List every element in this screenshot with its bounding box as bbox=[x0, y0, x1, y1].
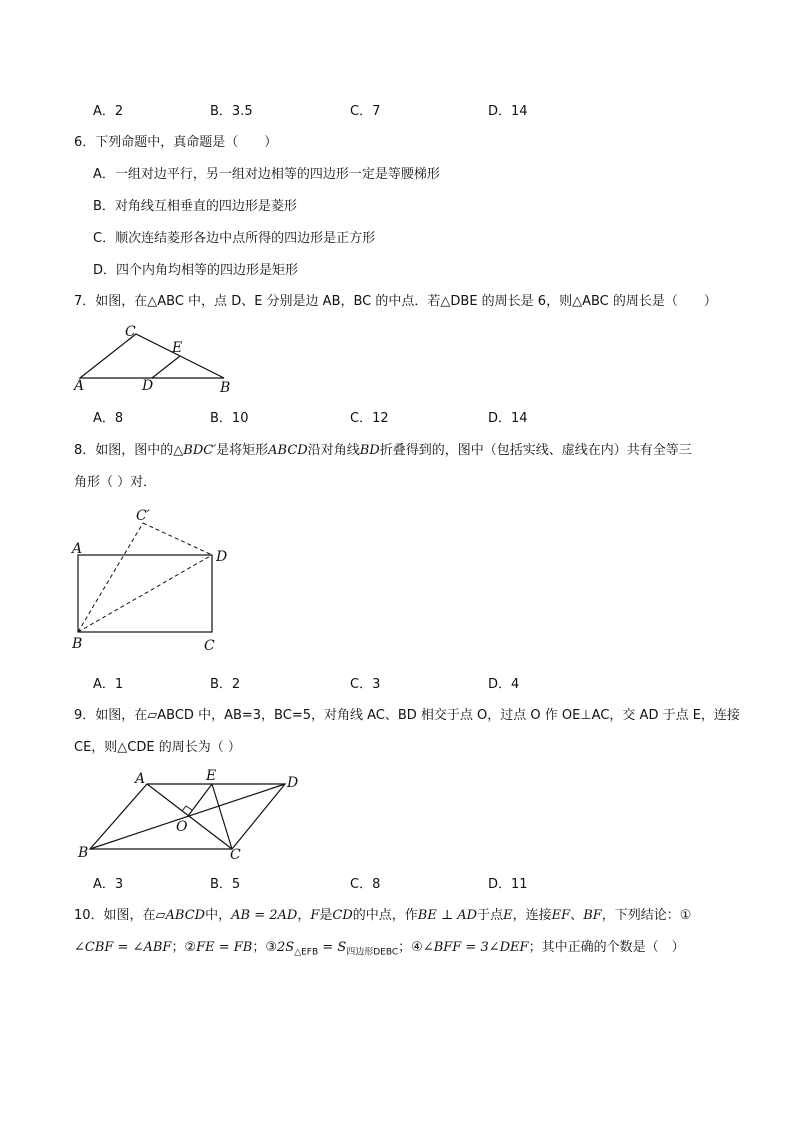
q7-option-b: B．10 bbox=[210, 411, 249, 426]
q7-label-c: C bbox=[125, 324, 136, 340]
q5-option-c: C．7 bbox=[350, 104, 381, 119]
q8-label-b: B bbox=[72, 636, 83, 652]
q9-option-c: C．8 bbox=[350, 877, 381, 892]
q5-option-a: A．2 bbox=[93, 104, 124, 119]
q5-option-d: D．14 bbox=[488, 104, 528, 119]
q7-option-c: C．12 bbox=[350, 411, 389, 426]
q8-stem-line1: 8．如图，图中的△BDC′是将矩形ABCD沿对角线BD折叠得到的，图中（包括实线、虚线在内）共有全等三 bbox=[74, 443, 692, 458]
q5-option-b: B．3.5 bbox=[210, 104, 253, 119]
q8-option-d: D．4 bbox=[488, 677, 520, 692]
q10-stem-line2: ∠CBF = ∠ABF；②FE = FB；$③2S_{\triangle EFB} = S_{四边形DEBC}$；④∠BFF = 3∠DEF；其中正确的个数是（ ） bbox=[74, 940, 685, 958]
q8-option-a: A．1 bbox=[93, 677, 124, 692]
q8-label-cprime: C′ bbox=[136, 508, 150, 524]
q9-label-c: C bbox=[230, 847, 241, 863]
q7-option-d: D．14 bbox=[488, 411, 528, 426]
q6-stem: 6．下列命题中，真命题是（ ） bbox=[74, 135, 278, 150]
q9-stem-line2: CE，则△CDE 的周长为（ ） bbox=[74, 740, 241, 755]
q7-option-a: A．8 bbox=[93, 411, 124, 426]
q9-label-b: B bbox=[78, 845, 89, 861]
q9-label-a: A bbox=[135, 771, 146, 787]
q9-parallelogram-figure bbox=[72, 767, 307, 862]
q9-label-e: E bbox=[206, 768, 217, 784]
q9-option-d: D．11 bbox=[488, 877, 528, 892]
q6-choice-c: C．顺次连结菱形各边中点所得的四边形是正方形 bbox=[93, 231, 376, 246]
q8-option-c: C．3 bbox=[350, 677, 381, 692]
q9-label-d: D bbox=[287, 775, 299, 791]
q6-choice-a: A．一组对边平行，另一组对边相等的四边形一定是等腰梯形 bbox=[93, 167, 440, 182]
q8-stem-line2: 角形（ ）对． bbox=[74, 475, 157, 490]
q7-triangle-figure bbox=[72, 322, 232, 394]
q8-option-b: B．2 bbox=[210, 677, 241, 692]
q9-option-a: A．3 bbox=[93, 877, 124, 892]
q6-choice-d: D．四个内角均相等的四边形是矩形 bbox=[93, 263, 299, 278]
q8-label-c: C bbox=[204, 638, 215, 654]
q9-stem-line1: 9．如图，在▱ABCD 中，AB=3，BC=5，对角线 AC、BD 相交于点 O，过点 O 作 OE⊥AC，交 AD 于点 E，连接 bbox=[74, 708, 740, 723]
q7-stem: 7．如图，在△ABC 中，点 D、E 分别是边 AB，BC 的中点．若△DBE 的周长是 6，则△ABC 的周长是（ ） bbox=[74, 294, 717, 309]
q7-label-e: E bbox=[172, 340, 183, 356]
q8-label-a: A bbox=[72, 541, 83, 557]
q7-label-b: B bbox=[220, 380, 231, 396]
q9-label-o: O bbox=[176, 819, 188, 835]
q10-stem-line1: 10．如图，在▱ABCD中，AB = 2AD，F是CD的中点，作BE ⊥ AD于点E，连接EF、BF，下列结论：① bbox=[74, 908, 692, 923]
q9-option-b: B．5 bbox=[210, 877, 241, 892]
q8-rectangle-figure bbox=[70, 505, 240, 655]
q8-label-d: D bbox=[216, 549, 228, 565]
q7-label-d: D bbox=[142, 378, 154, 394]
q6-choice-b: B．对角线互相垂直的四边形是菱形 bbox=[93, 199, 297, 214]
q7-label-a: A bbox=[74, 378, 85, 394]
